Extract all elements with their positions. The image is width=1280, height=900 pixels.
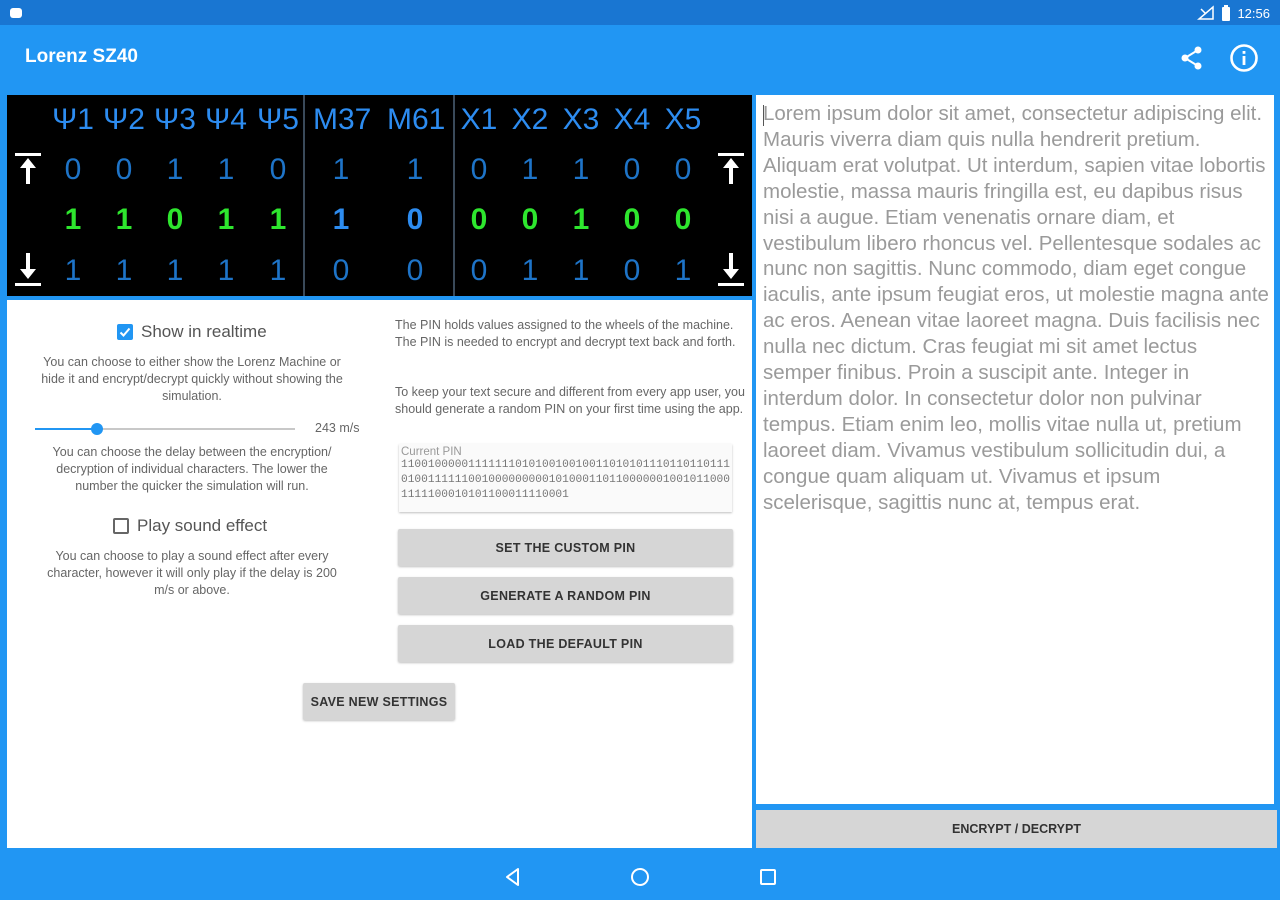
sound-help-text: You can choose to play a sound effect after every character, however it will only play if the delay is 200 m/s or above.	[47, 549, 337, 597]
delay-value: 243 m/s	[315, 421, 360, 435]
back-icon[interactable]	[502, 866, 524, 888]
info-icon[interactable]	[1228, 42, 1260, 74]
arrow-down-icon[interactable]	[716, 249, 746, 291]
wheel-value: 1	[269, 254, 287, 287]
wheel-label-x1: X1	[460, 103, 498, 136]
wheel-label-psi2: Ψ2	[103, 103, 145, 136]
wheel-value-active: 0	[623, 203, 641, 236]
wheel-value: 0	[623, 254, 641, 287]
wheel-label-psi1: Ψ1	[52, 103, 94, 136]
play-sound-label: Play sound effect	[137, 516, 268, 535]
wheel-value: 1	[572, 254, 590, 287]
clock: 12:56	[1237, 5, 1270, 21]
generate-random-pin-button[interactable]: GENERATE A RANDOM PIN	[398, 577, 733, 614]
wheel-value: 1	[166, 254, 184, 287]
pin-help-text-2: To keep your text secure and different from every app user, you should generate a random PIN on your first time using the app.	[395, 385, 745, 416]
wheel-value-active: 0	[521, 203, 539, 236]
wheel-value: 0	[332, 254, 350, 287]
wheel-value: 0	[115, 153, 133, 186]
set-custom-pin-button[interactable]: SET THE CUSTOM PIN	[398, 529, 733, 566]
arrow-up-icon[interactable]	[13, 150, 43, 192]
wheel-value: 1	[217, 153, 235, 186]
wheel-label-x5: X5	[664, 103, 702, 136]
wheel-value: 0	[623, 153, 641, 186]
checkbox-unchecked-icon	[113, 518, 129, 534]
wheel-value-active: 1	[332, 203, 350, 236]
wheel-value: 1	[166, 153, 184, 186]
current-pin-field[interactable]	[399, 444, 732, 512]
arrow-down-icon[interactable]	[13, 249, 43, 291]
delay-slider[interactable]	[35, 428, 295, 430]
wheel-value-active: 0	[674, 203, 692, 236]
settings-panel	[7, 300, 752, 848]
current-pin-value: 110010000011111110101001001001101010111011011011101001111110010000000001010001101100000010010110001111100010101100011110001	[401, 459, 730, 501]
play-sound-checkbox[interactable]	[113, 516, 267, 536]
delay-help-text: You can choose the delay between the encryption/ decryption of individual characters. The lower the number the quicker the simulation will run.	[52, 445, 332, 493]
recents-icon[interactable]	[757, 866, 779, 888]
wheel-label-x3: X3	[562, 103, 600, 136]
save-settings-button[interactable]: SAVE NEW SETTINGS	[303, 683, 455, 720]
wheel-value: 1	[521, 254, 539, 287]
load-default-pin-button[interactable]: LOAD THE DEFAULT PIN	[398, 625, 733, 662]
pin-help-text-1: The PIN holds values assigned to the wheels of the machine. The PIN is needed to encrypt and decrypt text back and forth.	[395, 318, 736, 349]
wheel-label-x2: X2	[511, 103, 549, 136]
wheel-value: 1	[521, 153, 539, 186]
android-icon	[9, 5, 23, 19]
wheel-value-active: 1	[572, 203, 590, 236]
wheel-value: 1	[406, 153, 424, 186]
wheel-value-active: 1	[217, 203, 235, 236]
wheel-value: 0	[64, 153, 82, 186]
wheel-value-active: 0	[406, 203, 424, 236]
slider-fill	[35, 428, 97, 430]
app-title: Lorenz SZ40	[25, 46, 138, 67]
navigation-bar	[0, 852, 1280, 900]
wheel-label-psi4: Ψ4	[205, 103, 247, 136]
wheel-value-active: 1	[115, 203, 133, 236]
realtime-help-text: You can choose to either show the Lorenz Machine or hide it and encrypt/decrypt quickly without showing the simulation.	[41, 355, 343, 403]
wheel-label-psi5: Ψ5	[257, 103, 299, 136]
current-pin-label: Current PIN	[401, 446, 462, 458]
wheel-value: 0	[406, 254, 424, 287]
wheel-value: 0	[470, 153, 488, 186]
wheel-label-psi3: Ψ3	[154, 103, 196, 136]
lorenz-machine-display	[7, 95, 752, 296]
text-content: Lorem ipsum dolor sit amet, consectetur adipiscing elit. Mauris viverra diam quis nulla hendrerit pretium. Aliquam erat volutpat. Ut interdum, sapien vitae lobortis molestie, massa mauris fringilla est, eu dapibus risus nisi a augue. Etiam venenatis ornare diam, et vestibulum libero rhoncus vel. Pellentesque sodales ac nunc non sagittis. Nunc commodo, diam eget congue iaculis, ante ipsum feugiat eros, ut molestie magna ante ac eros. Aenean vitae laoreet magna. Duis facilisis nec nulla nec dictum. Cras feugiat mi sit amet lectus semper finibus. Proin a suscipit ante. Integer in interdum dolor. In consectetur dolor non pulvinar tempus. Etiam enim leo, mollis vitae nulla ut, pretium laoreet diam. Vivamus vestibulum sollicitudin dui, a congue quam aliquam ut. Vivamus et ipsum scelerisque, sagittis nunc at, tempus erat.	[763, 102, 1269, 514]
wheel-value: 1	[332, 153, 350, 186]
wheel-value-active: 0	[166, 203, 184, 236]
wheel-value: 1	[674, 254, 692, 287]
wheel-value: 0	[269, 153, 287, 186]
status-bar	[0, 0, 1280, 25]
wheel-value: 1	[217, 254, 235, 287]
encrypt-decrypt-button[interactable]: ENCRYPT / DECRYPT	[756, 810, 1277, 848]
wheel-label-m61: M61	[387, 103, 446, 136]
wheel-value: 1	[64, 254, 82, 287]
arrow-up-icon[interactable]	[716, 150, 746, 192]
wheel-label-x4: X4	[613, 103, 651, 136]
wheel-value-active: 0	[470, 203, 488, 236]
home-icon[interactable]	[629, 866, 651, 888]
status-right	[1197, 4, 1270, 22]
app-bar	[0, 25, 1280, 89]
share-icon[interactable]	[1179, 45, 1205, 71]
checkbox-checked-icon	[117, 324, 133, 340]
show-realtime-checkbox[interactable]	[117, 322, 267, 342]
battery-icon	[1221, 5, 1231, 21]
wheel-label-m37: M37	[313, 103, 372, 136]
wheel-value-active: 1	[64, 203, 82, 236]
text-input-area[interactable]	[756, 95, 1274, 804]
show-realtime-label: Show in realtime	[141, 322, 267, 341]
slider-thumb[interactable]	[91, 423, 103, 435]
wheel-value: 0	[674, 153, 692, 186]
wheel-value: 1	[115, 254, 133, 287]
signal-off-icon	[1197, 5, 1215, 21]
wheel-value-active: 1	[269, 203, 287, 236]
wheel-value: 0	[470, 254, 488, 287]
wheel-value: 1	[572, 153, 590, 186]
